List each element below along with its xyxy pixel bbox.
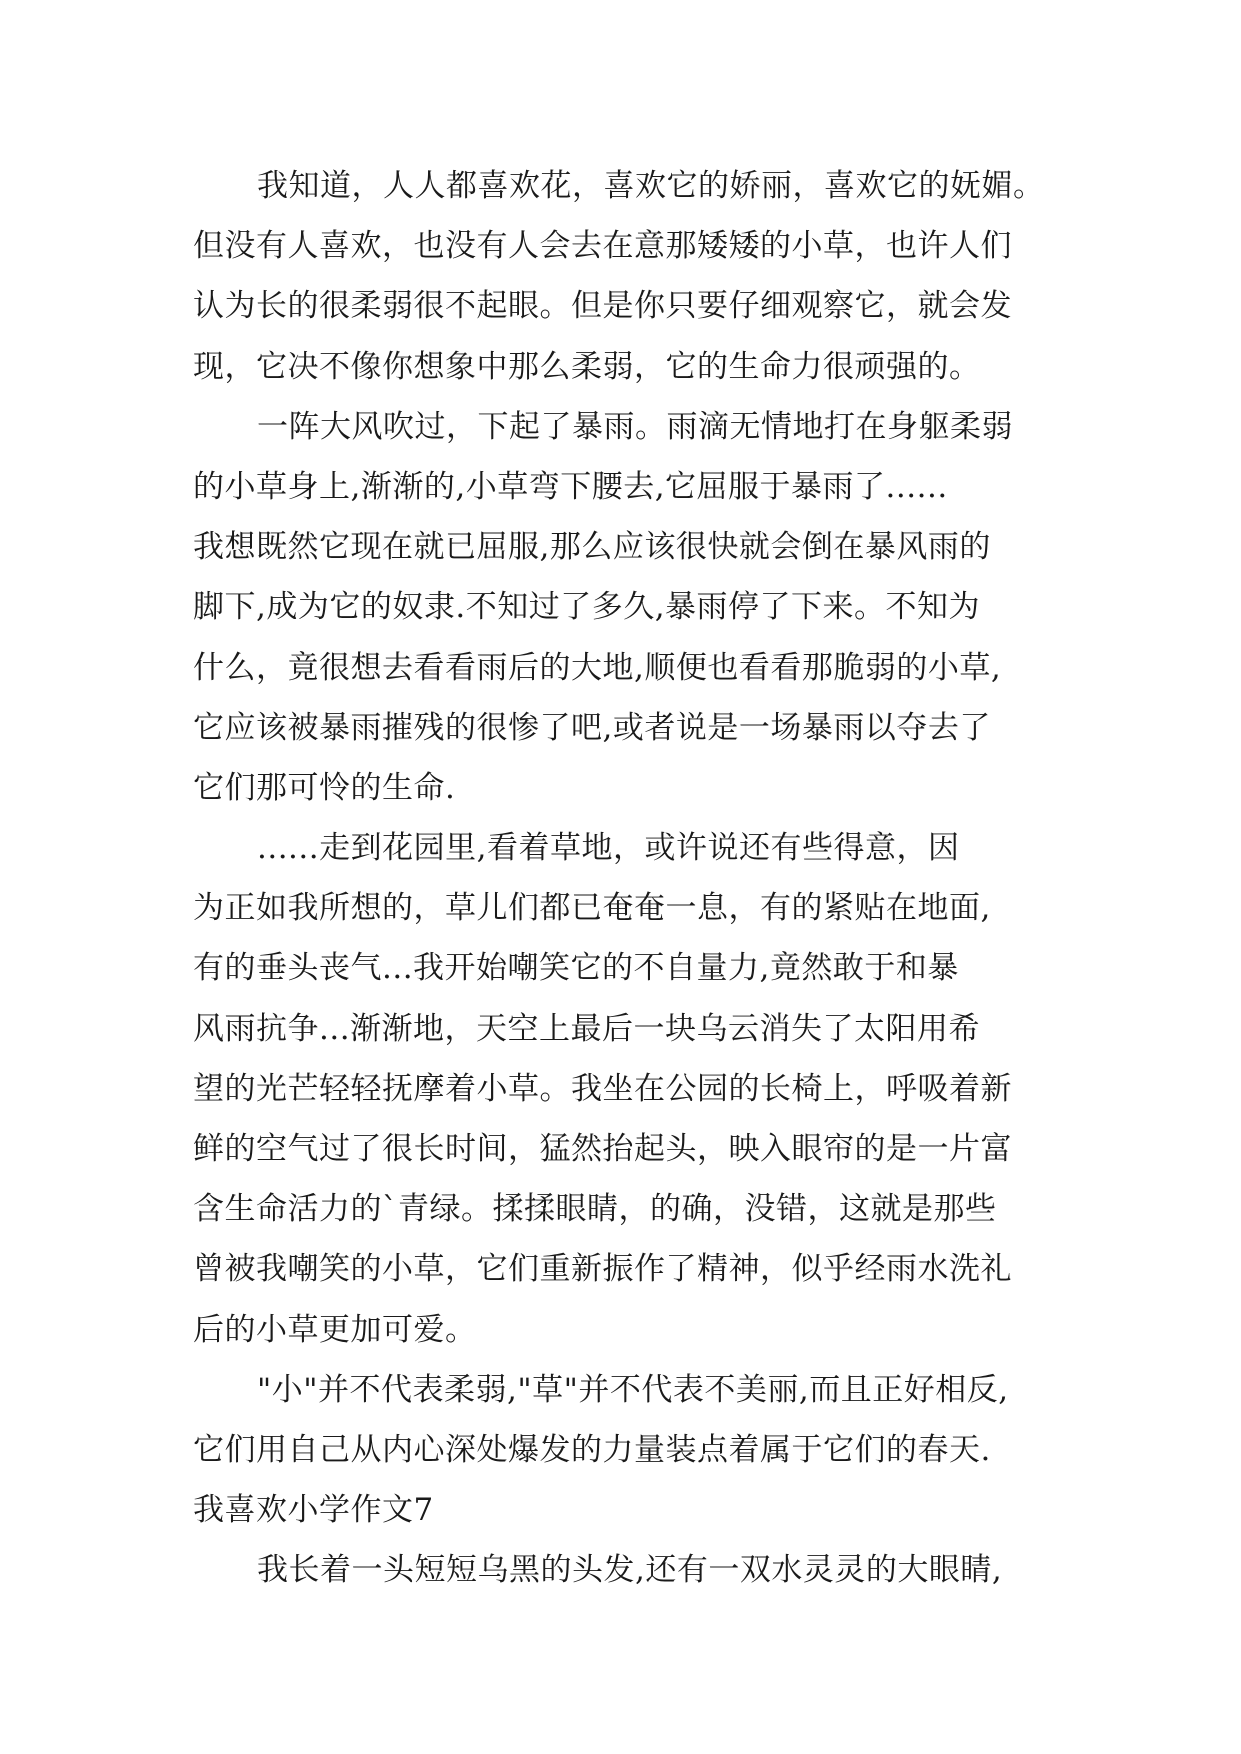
text-line: 为正如我所想的，草儿们都已奄奄一息，有的紧贴在地面, (193, 890, 991, 927)
text-line: 我喜欢小学作文7 (193, 1492, 434, 1529)
text-line: 脚下,成为它的奴隶.不知过了多久,暴雨停了下来。不知为 (193, 589, 981, 626)
text-line: 含生命活力的`青绿。揉揉眼睛，的确，没错，这就是那些 (193, 1191, 997, 1228)
text-line: 什么，竟很想去看看雨后的大地,顺便也看看那脆弱的小草, (193, 649, 1002, 686)
text-line: 它们用自己从内心深处爆发的力量装点着属于它们的春天. (193, 1431, 991, 1468)
text-line: 望的光芒轻轻抚摩着小草。我坐在公园的长椅上，呼吸着新 (193, 1070, 1012, 1107)
text-line: 曾被我嘲笑的小草，它们重新振作了精神，似乎经雨水洗礼 (193, 1251, 1012, 1288)
essay-text (193, 156, 1053, 1601)
text-line: 我长着一头短短乌黑的头发,还有一双水灵灵的大眼睛, (257, 1552, 1003, 1589)
text-line: 一阵大风吹过，下起了暴雨。雨滴无情地打在身躯柔弱 (257, 408, 1013, 445)
text-line: 它们那可怜的生命. (193, 769, 456, 806)
text-line: 认为长的很柔弱很不起眼。但是你只要仔细观察它，就会发 (193, 288, 1012, 325)
text-line: 鲜的空气过了很长时间，猛然抬起头，映入眼帘的是一片富 (193, 1131, 1012, 1167)
text-line: 现，它决不像你想象中那么柔弱，它的生命力很顽强的。 (193, 348, 981, 385)
text-line: 但没有人喜欢，也没有人会去在意那矮矮的小草，也许人们 (193, 228, 1012, 265)
text-line: 后的小草更加可爱。 (193, 1311, 477, 1348)
text-line: 的小草身上,渐渐的,小草弯下腰去,它屈服于暴雨了...... (193, 468, 948, 505)
text-line: 我知道，人人都喜欢花，喜欢它的娇丽，喜欢它的妩媚。 (257, 168, 1045, 204)
text-line: 它应该被暴雨摧残的很惨了吧,或者说是一场暴雨以夺去了 (193, 709, 991, 746)
text-line: "小"并不代表柔弱,"草"并不代表不美丽,而且正好相反, (257, 1371, 1009, 1408)
text-line: 我想既然它现在就已屈服,那么应该很快就会倒在暴风雨的 (193, 529, 991, 566)
text-line: ......走到花园里,看着草地，或许说还有些得意，因 (257, 830, 960, 867)
text-line: 风雨抗争...渐渐地，天空上最后一块乌云消失了太阳用希 (193, 1010, 981, 1047)
text-line: 有的垂头丧气...我开始嘲笑它的不自量力,竟然敢于和暴 (193, 950, 959, 987)
